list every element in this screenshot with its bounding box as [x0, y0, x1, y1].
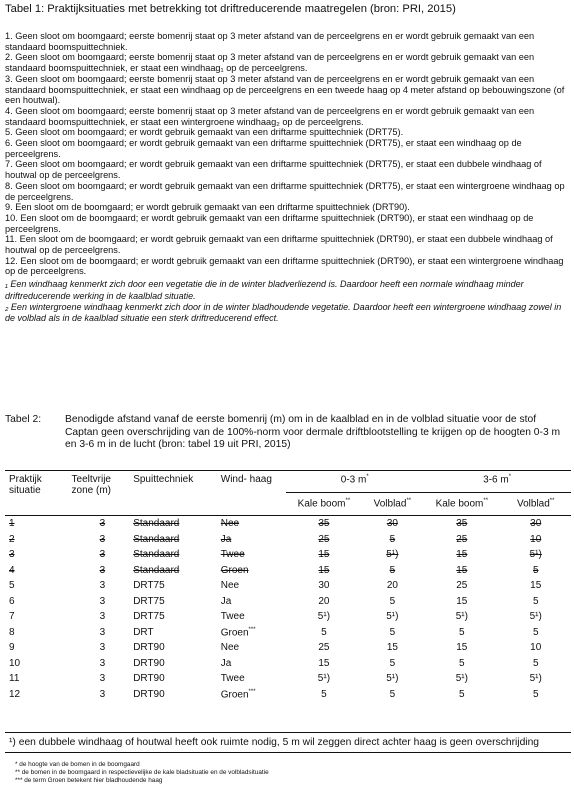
table2-caption [5, 414, 569, 452]
footnote-windhaag: ₁ Een windhaag kenmerkt zich door een vegetatie die in de winter bladverliezend is. Daardoor heeft een normale windhaag minder driftreducerende werking in de kaalblad situatie. [5, 279, 524, 301]
cell-windhaag: Nee [220, 580, 240, 592]
cell-teeltvrije-zone: 3 [99, 549, 106, 561]
cell-volblad-3-6: 10 [530, 533, 542, 545]
cell-spuittechniek: DRT90 [133, 673, 165, 685]
col-kale-boom-3-6: Kale boom** [435, 498, 489, 510]
cell-kale-boom-3-6: 15 [456, 642, 468, 654]
table2-footnote: ¹) een dubbele windhaag of houtwal heeft ook ruimte nodig, 5 m wil zeggen direct achter haag is geen overschrijding [5, 732, 571, 753]
cell-volblad-0-3: 5 [389, 688, 396, 700]
col-spuittechniek: Spuittechniek [133, 474, 194, 485]
cell-volblad-0-3: 5¹) [386, 549, 399, 561]
situation-item: 12. Een sloot om de boomgaard; er wordt gebruik gemaakt van een driftarme spuittechniek (DRT90), er staat een wintergroene windhaag op de perceelgrens. [5, 255, 564, 277]
cell-kale-boom-0-3: 20 [318, 595, 330, 607]
cell-spuittechniek: DRT75 [133, 595, 165, 607]
cell-situatie: 9 [9, 642, 15, 654]
cell-situatie: 12 [9, 688, 21, 700]
cell-situatie: 1 [9, 518, 15, 530]
table-row [5, 578, 571, 594]
cell-windhaag: Twee [220, 549, 245, 561]
cell-volblad-0-3: 5 [389, 657, 396, 669]
cell-kale-boom-3-6: 5 [459, 657, 465, 669]
cell-teeltvrije-zone: 3 [99, 595, 106, 607]
cell-spuittechniek: Standaard [133, 564, 180, 576]
table1-section [5, 2, 567, 325]
situation-item: 8. Geen sloot om boomgaard; er wordt gebruik gemaakt van een driftarme spuittechniek (DRT75), er staat een wintergroene windhaag op de perceelgrens. [5, 180, 565, 202]
cell-volblad-3-6: 10 [530, 642, 542, 654]
cell-teeltvrije-zone: 3 [99, 518, 106, 530]
small-note: * de hoogte van de bomen in de boomgaard [15, 761, 140, 768]
col-praktijk-situatie: Praktijk situatie [9, 474, 42, 496]
footnote-wintergroene-windhaag: ₂ Een wintergroene windhaag kenmerkt zich door in de winter bladhoudende vegetatie. Daardoor heeft een wintergroene windhaag zowel in de volblad als in de kaalblad situatie een sterk driftreducerend effect. [5, 301, 562, 324]
col-windhaag: Wind- haag [220, 474, 272, 485]
cell-volblad-3-6: 30 [530, 518, 542, 530]
cell-kale-boom-3-6: 15 [456, 564, 468, 576]
cell-teeltvrije-zone: 3 [99, 580, 106, 592]
cell-volblad-3-6: 5 [532, 626, 539, 638]
cell-kale-boom-3-6: 15 [456, 549, 468, 561]
cell-kale-boom-0-3: 35 [318, 518, 330, 530]
table1-footnotes [5, 279, 567, 325]
cell-teeltvrije-zone: 3 [99, 533, 106, 545]
cell-kale-boom-3-6: 5 [459, 688, 465, 700]
cell-situatie: 8 [9, 626, 15, 638]
cell-kale-boom-0-3: 15 [318, 657, 330, 669]
col-teeltvrije-zone: Teeltvrije zone (m) [71, 474, 111, 496]
cell-situatie: 5 [9, 580, 15, 592]
situation-item: 3. Geen sloot om boomgaard; eerste bomenrij staat op 3 meter afstand van de perceelgrens en er wordt gebruik gemaakt van een standaard boomspuittechniek, er staat een windhaag op de perceelgrens en een tweede haag op 4 meter afstand op bebouwingszone (of een houtwal). [5, 73, 565, 106]
table2-section [5, 414, 569, 784]
cell-spuittechniek: DRT90 [133, 688, 165, 700]
cell-teeltvrije-zone: 3 [99, 673, 106, 685]
cell-spuittechniek: DRT [133, 626, 154, 638]
group-0-3m: 0-3 m* [286, 471, 423, 493]
cell-teeltvrije-zone: 3 [99, 688, 106, 700]
cell-volblad-3-6: 15 [530, 580, 542, 592]
cell-volblad-3-6: 5 [532, 688, 539, 700]
cell-volblad-0-3: 20 [386, 580, 398, 592]
cell-situatie: 7 [9, 611, 15, 623]
cell-volblad-3-6: 5¹) [529, 673, 542, 685]
situation-item: 4. Geen sloot om boomgaard; eerste bomenrij staat op 3 meter afstand van de perceelgrens en er wordt gebruik gemaakt van een standaard boomspuittechniek, er staat een wintergroene windhaag₂ op de perceelgrens. [5, 105, 535, 127]
table2-title: Benodigde afstand vanaf de eerste bomenrij (m) om in de kaalblad en in de volblad situatie voor de stof Captan geen overschrijding van de 100%-norm voor dermale driftblootstelling te krijgen op de hoogten 0-3 m en 3-6 m in de lucht (bron: tabel 19 uit PRI, 2015) [65, 414, 561, 451]
cell-volblad-0-3: 5 [389, 626, 396, 638]
cell-situatie: 2 [9, 533, 15, 545]
cell-spuittechniek: DRT90 [133, 657, 165, 669]
table2-small-notes [15, 761, 269, 785]
cell-windhaag: Groen [220, 564, 249, 576]
cell-spuittechniek: Standaard [133, 533, 180, 545]
cell-kale-boom-3-6: 25 [456, 533, 468, 545]
table1-title: Tabel 1: Praktijksituaties met betrekking tot driftreducerende maatregelen (bron: PRI, 2015) [5, 3, 456, 15]
table-row [5, 547, 571, 563]
cell-volblad-3-6: 5¹) [529, 549, 542, 561]
cell-volblad-0-3: 5 [389, 533, 396, 545]
cell-kale-boom-0-3: 15 [318, 549, 330, 561]
table2-label: Tabel 2: [5, 414, 42, 425]
distance-table-body [5, 516, 571, 703]
distance-table [5, 470, 571, 702]
cell-teeltvrije-zone: 3 [99, 611, 106, 623]
cell-volblad-0-3: 15 [386, 642, 398, 654]
cell-kale-boom-3-6: 25 [456, 580, 468, 592]
cell-kale-boom-3-6: 5 [459, 626, 465, 638]
table-row [5, 656, 571, 672]
cell-situatie: 10 [9, 657, 21, 669]
cell-volblad-0-3: 5 [389, 595, 396, 607]
cell-kale-boom-3-6: 5¹) [455, 673, 468, 685]
situation-item: 6. Geen sloot om boomgaard; er wordt gebruik gemaakt van een driftarme spuittechniek (DRT75), er staat een windhaag op de perceelgrens. [5, 138, 522, 159]
cell-kale-boom-0-3: 5 [321, 626, 327, 638]
situation-item: 11. Een sloot om de boomgaard; er wordt gebruik gemaakt van een driftarme spuittechniek (DRT90), er staat een dubbele windhaag of houtwal op de perceelgrens. [5, 234, 553, 256]
cell-situatie: 6 [9, 595, 15, 607]
group-3-6m: 3-6 m* [423, 471, 571, 493]
cell-situatie: 4 [9, 564, 15, 576]
cell-volblad-3-6: 5 [532, 657, 539, 669]
cell-teeltvrije-zone: 3 [99, 642, 106, 654]
table-row [5, 594, 571, 610]
cell-windhaag: Groen*** [220, 626, 256, 638]
situation-item: 7. Geen sloot om boomgaard; er wordt gebruik gemaakt van een driftarme spuittechniek (DRT75), er staat een dubbele windhaag of houtwal op de perceelgrens. [5, 159, 542, 181]
cell-volblad-0-3: 5¹) [386, 611, 399, 623]
cell-kale-boom-0-3: 5 [321, 688, 327, 700]
cell-spuittechniek: Standaard [133, 549, 180, 561]
cell-volblad-0-3: 5 [389, 564, 396, 576]
cell-situatie: 11 [9, 673, 20, 685]
table-row [5, 671, 571, 687]
cell-kale-boom-0-3: 25 [318, 642, 330, 654]
situation-list [5, 31, 567, 277]
situation-item: 2. Geen sloot om boomgaard; eerste bomenrij staat op 3 meter afstand van de perceelgrens en er wordt gebruik gemaakt van een standaard boomspuittechniek, er staat een windhaag₁ op de perceelgrens. [5, 52, 535, 74]
cell-spuittechniek: DRT90 [133, 642, 165, 654]
cell-kale-boom-0-3: 15 [318, 564, 330, 576]
small-note: *** de term Groen betekent hier bladhoudende haag [15, 777, 163, 784]
cell-volblad-3-6: 5 [532, 564, 539, 576]
col-volblad-0-3: Volblad** [373, 498, 412, 510]
situation-item: 10. Een sloot om de boomgaard; er wordt gebruik gemaakt van een driftarme spuittechniek (DRT90), er staat een windhaag op de perceelgrens. [5, 212, 534, 234]
cell-kale-boom-0-3: 30 [318, 580, 330, 592]
cell-windhaag: Twee [220, 611, 245, 623]
table-row [5, 563, 571, 579]
cell-volblad-0-3: 5¹) [386, 673, 399, 685]
cell-kale-boom-3-6: 35 [456, 518, 468, 530]
cell-kale-boom-0-3: 5¹) [317, 611, 331, 623]
situation-item: 5. Geen sloot om boomgaard; er wordt gebruik gemaakt van een driftarme spuittechniek (DRT75). [5, 127, 404, 138]
cell-spuittechniek: DRT75 [133, 611, 165, 623]
small-note: ** de bomen in de boomgaard in respectievelijke de kale bladsituatie en de volbladsituatie [15, 769, 269, 776]
cell-windhaag: Ja [220, 595, 232, 607]
cell-spuittechniek: Standaard [133, 518, 180, 530]
table-row [5, 687, 571, 703]
col-kale-boom-0-3: Kale boom** [297, 498, 351, 510]
cell-volblad-3-6: 5¹) [529, 611, 542, 623]
cell-spuittechniek: DRT75 [133, 580, 165, 592]
cell-teeltvrije-zone: 3 [99, 564, 106, 576]
situation-item: 9. Een sloot om de boomgaard; er wordt gebruik gemaakt van een driftarme spuittechniek (DRT90). [5, 202, 410, 213]
cell-teeltvrije-zone: 3 [99, 626, 106, 638]
table-row [5, 640, 571, 656]
cell-windhaag: Nee [220, 518, 240, 530]
table-row [5, 516, 571, 532]
col-volblad-3-6: Volblad** [516, 498, 555, 510]
cell-windhaag: Nee [220, 642, 240, 654]
cell-volblad-0-3: 30 [386, 518, 398, 530]
cell-windhaag: Twee [220, 673, 245, 685]
cell-teeltvrije-zone: 3 [99, 657, 106, 669]
cell-kale-boom-3-6: 15 [456, 595, 468, 607]
cell-windhaag: Ja [220, 533, 232, 545]
cell-windhaag: Ja [220, 657, 232, 669]
cell-volblad-3-6: 5 [532, 595, 539, 607]
cell-kale-boom-3-6: 5¹) [455, 611, 468, 623]
cell-windhaag: Groen*** [220, 688, 256, 700]
table-row [5, 532, 571, 548]
table-row [5, 609, 571, 625]
table-row [5, 625, 571, 641]
cell-situatie: 3 [9, 549, 15, 561]
cell-kale-boom-0-3: 5¹) [317, 673, 331, 685]
cell-kale-boom-0-3: 25 [318, 533, 330, 545]
situation-item: 1. Geen sloot om boomgaard; eerste bomenrij staat op 3 meter afstand van de perceelgrens en er wordt gebruik gemaakt van een standaard boomspuittechniek. [5, 31, 535, 52]
